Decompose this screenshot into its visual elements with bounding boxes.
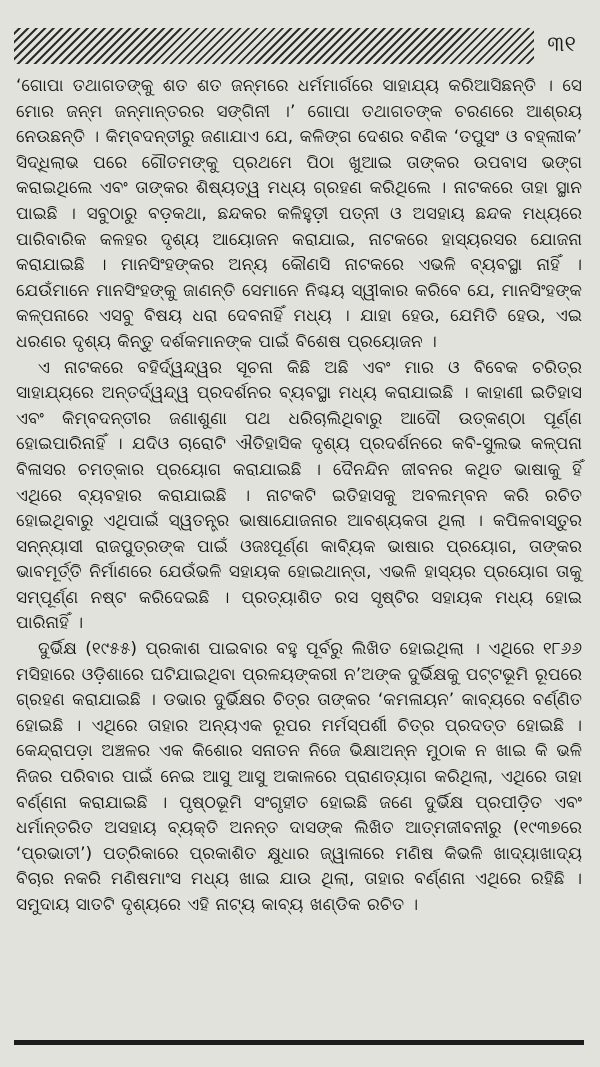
- page-number: ୩୧: [547, 32, 576, 57]
- decorative-header-band: [14, 28, 534, 64]
- paragraph-2: ଏ ନାଟକରେ ବହିର୍ଦ୍ୱନ୍ଦ୍ୱର ସୂଚନା କିଛି ଅଛି ଏବଂ ମାର ଓ ବିବେକ ଚରିତ୍ର ସାହାଯ୍ୟରେ ଅନ୍ତର୍ଦ୍ୱନ୍ଦ୍ୱ ପ୍ରଦର୍ଶନର ବ୍ୟବସ୍ଥା ମଧ୍ୟ କରାଯାଇଛି । କାହାଣୀ ଇତିହାସ ଏବଂ କିମ୍ବଦନ୍ତୀର ଜଣାଶୁଣା ପଥ ଧରିଚାଲିଥିବାରୁ ଆଦୌ ଉତ୍କଣ୍ଠା ପୂର୍ଣ୍ଣ ହୋଇପାରିନାହିଁ । ଯଦିଓ ଚାରୋଟି ଐତିହାସିକ ଦୃଶ୍ୟ ପ୍ରଦର୍ଶନରେ କବି-ସୁଲଭ କଳ୍ପନା ବିଳାସର ଚମତ୍କାର ପ୍ରୟୋଗ କରାଯାଇଛି । ଦୈନନ୍ଦିନ ଜୀବନର କଥିତ ଭାଷାକୁ ହିଁ ଏଥିରେ ବ୍ୟବହାର କରାଯାଇଛି । ନାଟକଟି ଇତିହାସକୁ ଅବଲମ୍ବନ କରି ରଚିତ ହୋଇଥିବାରୁ ଏଥିପାଇଁ ସ୍ୱତନ୍ତ୍ର ଭାଷାଯୋଜନାର ଆବଶ୍ୟକତା ଥିଲା । କପିଳବାସ୍ତୁର ସନ୍ନ୍ୟାସୀ ରାଜପୁତ୍ରଙ୍କ ପାଇଁ ଓଜଃପୂର୍ଣ୍ଣ କାବ୍ୟିକ ଭାଷାର ପ୍ରୟୋଗ, ତାଙ୍କର ଭାବମୂର୍ତ୍ତି ନିର୍ମାଣରେ ଯେଉଁଭଳି ସହାୟକ ହୋଇଥାନ୍ତା, ଏଭଳି ହାସ୍ୟର ପ୍ରୟୋଗ ତାକୁ ସମ୍ପୂର୍ଣ୍ଣ ନଷ୍ଟ କରିଦେଇଛି । ପ୍ରତ୍ୟାଶିତ ରସ ସୃଷ୍ଟିର ସହାୟକ ମଧ୍ୟ ହୋଇ ପାରିନାହିଁ ।: [16, 357, 582, 634]
- paragraph-1: ‘ଗୋପା ତଥାଗତଙ୍କୁ ଶତ ଶତ ଜନ୍ମରେ ଧର୍ମମାର୍ଗରେ ସାହାଯ୍ୟ କରିଆସିଛନ୍ତି । ସେ ମୋର ଜନ୍ମ ଜନ୍ମାନ୍ତରର ସଙ୍ଗିନୀ ।’ ଗୋପା ତଥାଗତଙ୍କ ଚରଣରେ ଆଶ୍ରୟ ନେଉଛନ୍ତି । କିମ୍ବଦନ୍ତୀରୁ ଜଣାଯାଏ ଯେ, କଳିଙ୍ଗ ଦେଶର ବଣିକ ‘ତପୁସଂ ଓ ବହ୍ଲୀକ’ ସିଦ୍ଧିଲାଭ ପରେ ଗୌତମଙ୍କୁ ପ୍ରଥମେ ପିଠା ଖୁଆଇ ତାଙ୍କର ଉପବାସ ଭଙ୍ଗ କରାଇଥିଲେ ଏବଂ ତାଙ୍କର ଶିଷ୍ୟତ୍ୱ ମଧ୍ୟ ଗ୍ରହଣ କରିଥିଲେ । ନାଟକରେ ତାହା ସ୍ଥାନ ପାଇଛି । ସବୁଠାରୁ ବଡ଼କଥା, ଛନ୍ଦକର କଳିହୁଡ଼ୀ ପତ୍ନୀ ଓ ଅସହାୟ ଛନ୍ଦକ ମଧ୍ୟରେ ପାରିବାରିକ କଳହର ଦୃଶ୍ୟ ଆୟୋଜନ କରାଯାଇ, ନାଟକରେ ହାସ୍ୟରସର ଯୋଜନା କରାଯାଇଛି । ମାନସିଂହଙ୍କର ଅନ୍ୟ କୌଣସି ନାଟକରେ ଏଭଳି ବ୍ୟବସ୍ଥା ନାହିଁ । ଯେଉଁମାନେ ମାନସିଂହଙ୍କୁ ଜାଣନ୍ତି ସେମାନେ ନିଶ୍ଚୟ ସ୍ୱୀକାର କରିବେ ଯେ, ମାନସିଂହଙ୍କ କଳ୍ପନାରେ ଏସବୁ ବିଷୟ ଧରା ଦେବନାହିଁ ମଧ୍ୟ । ଯାହା ହେଉ, ଯେମିତି ହେଉ, ଏଇ ଧରଣର ଦୃଶ୍ୟ କିନ୍ତୁ ଦର୍ଶକମାନଙ୍କ ପାଇଁ ବିଶେଷ ପ୍ରୟୋଜନ ।: [16, 76, 582, 352]
- footer-rule: [14, 1040, 584, 1045]
- paragraph-3: ଦୁର୍ଭିକ୍ଷ (୧୯୫୫) ପ୍ରକାଶ ପାଇବାର ବହୁ ପୂର୍ବରୁ ଲିଖିତ ହୋଇଥିଲା । ଏଥିରେ ୧୮୬୬ ମସିହାରେ ଓଡ଼ିଶାରେ ଘଟିଯାଇଥିବା ପ୍ରଳୟଙ୍କରୀ ନ’ଅଙ୍କ ଦୁର୍ଭିକ୍ଷକୁ ପଟ୍ଟଭୂମି ରୂପରେ ଗ୍ରହଣ କରାଯାଇଛି । ଡଭାର ଦୁର୍ଭିକ୍ଷର ଚିତ୍ର ତାଙ୍କର ‘କମଳାୟନ’ କାବ୍ୟରେ ବର୍ଣ୍ଣିତ ହୋଇଛି । ଏଥିରେ ତାହାର ଅନ୍ୟଏକ ରୂପର ମର୍ମସ୍ପର୍ଶୀ ଚିତ୍ର ପ୍ରଦତ୍ତ ହୋଇଛି । କେନ୍ଦ୍ରାପଡ଼ା ଅଞ୍ଚଳର ଏକ କିଶୋର ସନାତନ ନିଜେ ଭିକ୍ଷାଅନ୍ନ ମୁଠାକ ନ ଖାଇ କି ଭଳି ନିଜର ପରିବାର ପାଇଁ ନେଇ ଆସୁ ଆସୁ ଅକାଳରେ ପ୍ରାଣତ୍ୟାଗ କରିଥିଲା, ଏଥିରେ ତାହା ବର୍ଣ୍ଣନା କରାଯାଇଛି । ପୃଷ୍ଠଭୂମି ସଂଗୃହୀତ ହୋଇଛି ଜଣେ ଦୁର୍ଭିକ୍ଷ ପ୍ରପୀଡ଼ିତ ଏବଂ ଧର୍ମାନ୍ତରିତ ଅସହାୟ ବ୍ୟକ୍ତି ଅନନ୍ତ ଦାସଙ୍କ ଲିଖିତ ଆତ୍ମଜୀବନୀରୁ (୧୯୩୭ରେ ‘ପ୍ରଭାତୀ’) ପତ୍ରିକାରେ ପ୍ରକାଶିତ କ୍ଷୁଧାର ଜ୍ୱାଳାରେ ମଣିଷ କିଭଳି ଖାଦ୍ୟାଖାଦ୍ୟ ବିଚାର ନକରି ମଣିଷମାଂସ ମଧ୍ୟ ଖାଇ ଯାଉ ଥିଲା, ତାହାର ବର୍ଣ୍ଣନା ଏଥିରେ ରହିଛି । ସମୁଦାୟ ସାତଟି ଦୃଶ୍ୟରେ ଏହି ନାଟ୍ୟ କାବ୍ୟ ଖଣ୍ଡିକ ରଚିତ ।: [16, 639, 582, 915]
- body-text: [16, 74, 582, 919]
